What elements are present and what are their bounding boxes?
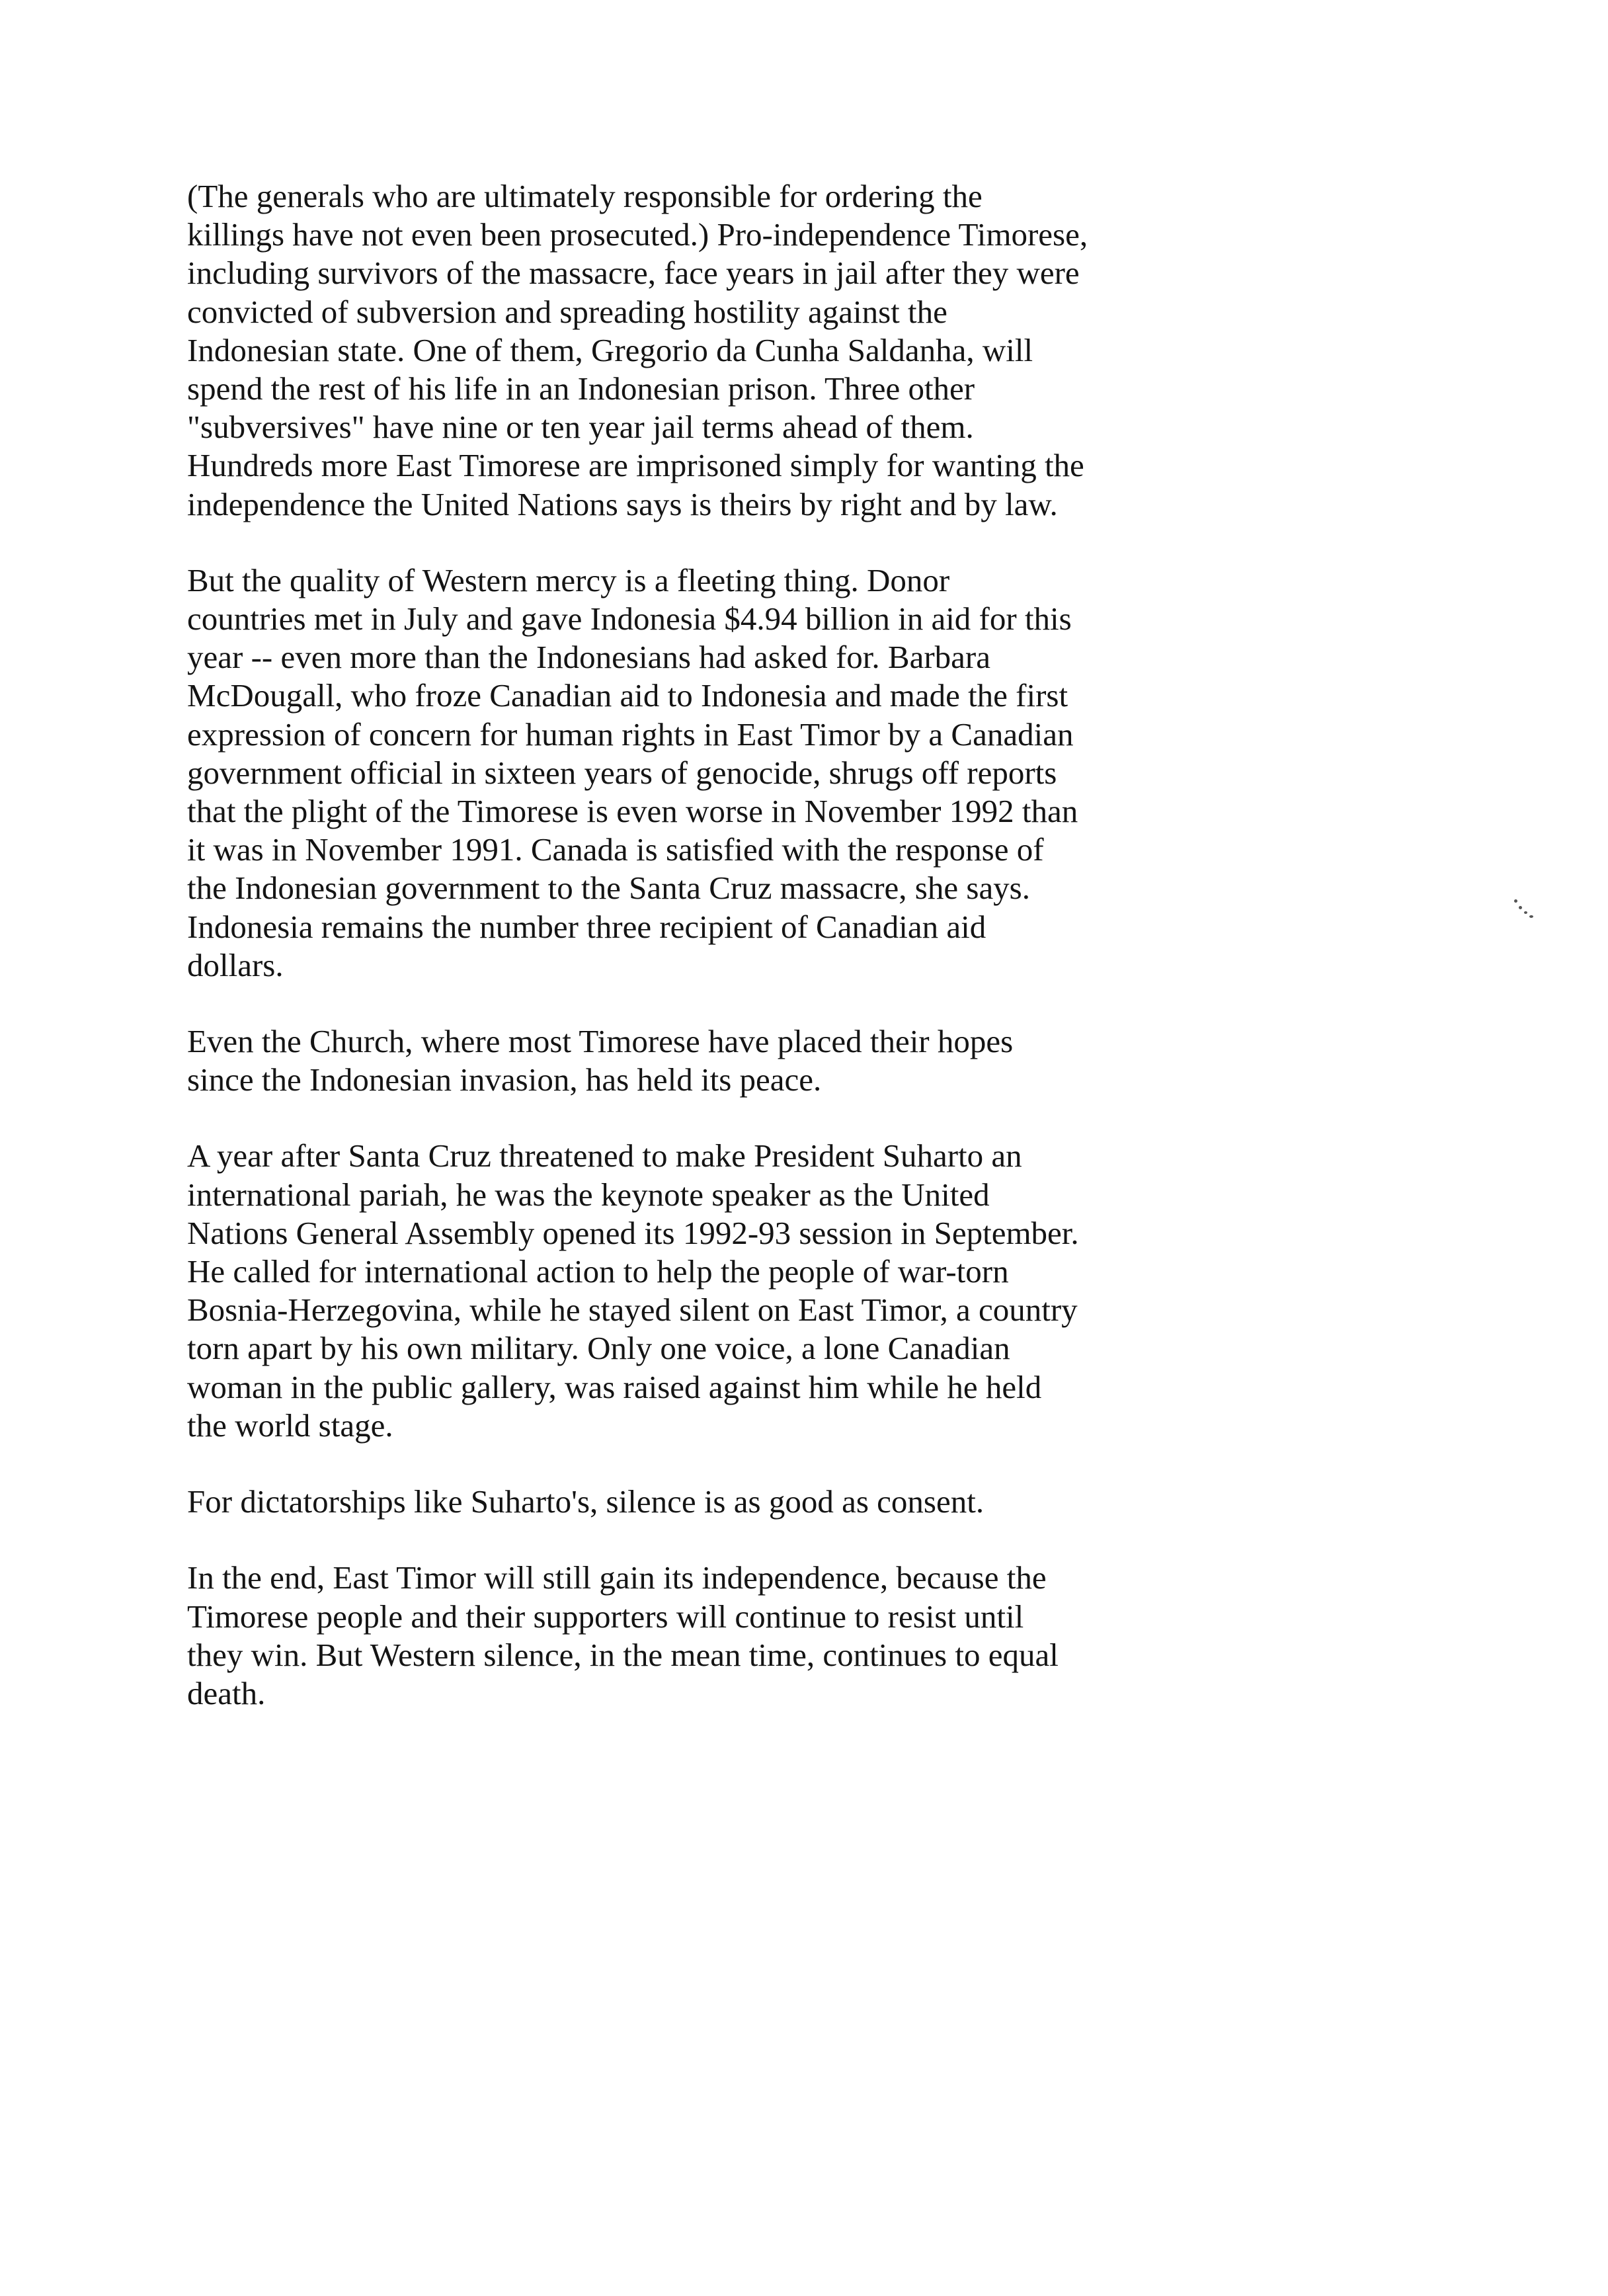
text-line: spend the rest of his life in an Indonesian prison. Three other bbox=[187, 370, 975, 407]
text-line: the Indonesian government to the Santa Cruz massacre, she says. bbox=[187, 870, 1031, 907]
text-line: Bosnia-Herzegovina, while he stayed silent on East Timor, a country bbox=[187, 1292, 1078, 1329]
text-line: year -- even more than the Indonesians had asked for. Barbara bbox=[187, 639, 990, 676]
paragraph-6 bbox=[187, 1559, 1192, 1713]
text-line: Hundreds more East Timorese are imprisoned simply for wanting the bbox=[187, 447, 1084, 484]
text-line: expression of concern for human rights in East Timor by a Canadian bbox=[187, 716, 1074, 753]
scan-speck bbox=[1514, 899, 1517, 903]
text-line: including survivors of the massacre, face years in jail after they were bbox=[187, 255, 1080, 292]
text-line: "subversives" have nine or ten year jail terms ahead of them. bbox=[187, 409, 974, 446]
scan-speck bbox=[1524, 911, 1527, 914]
paragraph-4 bbox=[187, 1137, 1192, 1445]
text-line: Even the Church, where most Timorese have placed their hopes bbox=[187, 1023, 1014, 1060]
text-line: For dictatorships like Suharto's, silence is as good as consent. bbox=[187, 1483, 985, 1520]
text-line: since the Indonesian invasion, has held its peace. bbox=[187, 1061, 822, 1098]
text-line: they win. But Western silence, in the mean time, continues to equal bbox=[187, 1636, 1059, 1673]
text-line: He called for international action to help the people of war-torn bbox=[187, 1253, 1009, 1290]
paragraph-5 bbox=[187, 1483, 1192, 1521]
text-line: convicted of subversion and spreading hostility against the bbox=[187, 293, 947, 330]
text-line: countries met in July and gave Indonesia $4.94 billion in aid for this bbox=[187, 600, 1072, 637]
text-line: Indonesia remains the number three recipient of Canadian aid bbox=[187, 908, 986, 945]
text-line: Timorese people and their supporters will continue to resist until bbox=[187, 1598, 1024, 1635]
text-line: But the quality of Western mercy is a fleeting thing. Donor bbox=[187, 561, 950, 598]
text-line: dollars. bbox=[187, 946, 284, 983]
scan-speck bbox=[1519, 906, 1522, 909]
text-line: government official in sixteen years of genocide, shrugs off reports bbox=[187, 754, 1057, 791]
text-line: A year after Santa Cruz threatened to make President Suharto an bbox=[187, 1137, 1022, 1174]
text-line: death. bbox=[187, 1674, 266, 1711]
text-line: In the end, East Timor will still gain its independence, because the bbox=[187, 1559, 1047, 1596]
text-line: killings have not even been prosecuted.) Pro-independence Timorese, bbox=[187, 216, 1088, 253]
text-line: torn apart by his own military. Only one voice, a lone Canadian bbox=[187, 1330, 1010, 1367]
scan-speck bbox=[1529, 915, 1533, 918]
text-line: international pariah, he was the keynote speaker as the United bbox=[187, 1176, 990, 1213]
text-line: independence the United Nations says is theirs by right and by law. bbox=[187, 485, 1058, 522]
text-line: woman in the public gallery, was raised against him while he held bbox=[187, 1368, 1042, 1405]
paragraph-3 bbox=[187, 1022, 1192, 1099]
paragraph-1 bbox=[187, 177, 1192, 524]
text-line: the world stage. bbox=[187, 1407, 393, 1444]
text-line: (The generals who are ultimately responsible for ordering the bbox=[187, 178, 983, 214]
body-text bbox=[187, 177, 1192, 1750]
text-line: Nations General Assembly opened its 1992-93 session in September. bbox=[187, 1214, 1079, 1251]
text-line: Indonesian state. One of them, Gregorio da Cunha Saldanha, will bbox=[187, 331, 1033, 368]
text-line: that the plight of the Timorese is even worse in November 1992 than bbox=[187, 793, 1078, 830]
text-line: it was in November 1991. Canada is satisfied with the response of bbox=[187, 831, 1044, 868]
paragraph-2 bbox=[187, 561, 1192, 985]
text-line: McDougall, who froze Canadian aid to Indonesia and made the first bbox=[187, 677, 1068, 714]
